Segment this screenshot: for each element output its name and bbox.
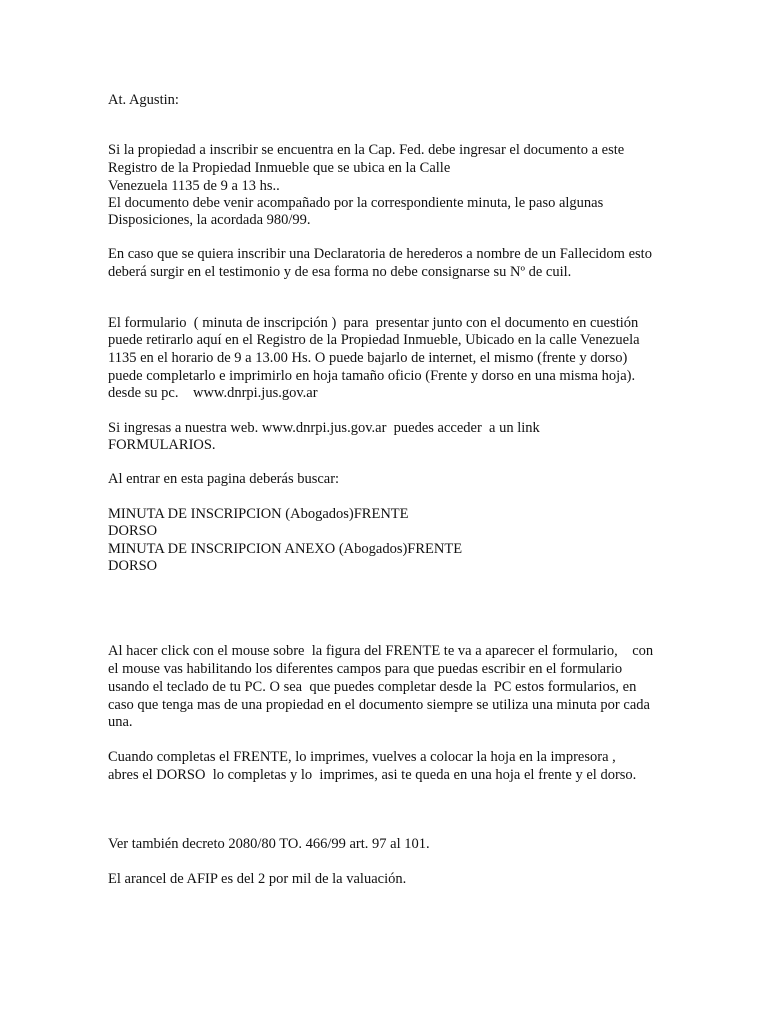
- para3-line-2: puede retirarlo aquí en el Registro de la Propiedad Inmueble, Ubicado en la calle Venezuela: [108, 332, 640, 348]
- para5-line-1: Al entrar en esta pagina deberás buscar:: [108, 471, 340, 487]
- para3-line-4: puede completarlo e imprimirlo en hoja tamaño oficio (Frente y dorso en una misma hoja).: [108, 368, 636, 384]
- form-list-item-1: MINUTA DE INSCRIPCION (Abogados)FRENTE: [108, 506, 409, 522]
- para6-line-4: caso que tenga mas de una propiedad en el documento siempre se utiliza una minuta por cada: [108, 697, 650, 713]
- para1-line-1: Si la propiedad a inscribir se encuentra en la Cap. Fed. debe ingresar el documento a este: [108, 142, 625, 158]
- form-list-item-4: DORSO: [108, 558, 158, 574]
- para8-line-1: Ver también decreto 2080/80 TO. 466/99 art. 97 al 101.: [108, 836, 430, 852]
- para6-line-2: el mouse vas habilitando los diferentes campos para que puedas escribir en el formulario: [108, 661, 623, 677]
- para9-line-1: El arancel de AFIP es del 2 por mil de la valuación.: [108, 871, 407, 887]
- para3-line-3: 1135 en el horario de 9 a 13.00 Hs. O puede bajarlo de internet, el mismo (frente y dorso): [108, 350, 628, 366]
- para2-line-1: En caso que se quiera inscribir una Declaratoria de herederos a nombre de un Fallecidom esto: [108, 246, 652, 262]
- para7-line-2: abres el DORSO lo completas y lo imprimes, asi te queda en una hoja el frente y el dorso.: [108, 767, 637, 783]
- greeting: At. Agustin:: [108, 92, 179, 108]
- para6-line-1: Al hacer click con el mouse sobre la figura del FRENTE te va a aparecer el formulario, con: [108, 643, 654, 659]
- form-list-item-3: MINUTA DE INSCRIPCION ANEXO (Abogados)FRENTE: [108, 541, 463, 557]
- para1-line-3: Venezuela 1135 de 9 a 13 hs..: [108, 178, 280, 194]
- para1-line-2: Registro de la Propiedad Inmueble que se ubica en la Calle: [108, 160, 451, 176]
- para6-line-3: usando el teclado de tu PC. O sea que puedes completar desde la PC estos formularios, en: [108, 679, 637, 695]
- para3-line-5: desde su pc. www.dnrpi.jus.gov.ar: [108, 385, 318, 401]
- para4-line-2: FORMULARIOS.: [108, 437, 216, 453]
- para4-line-1: Si ingresas a nuestra web. www.dnrpi.jus.gov.ar puedes acceder a un link: [108, 420, 540, 436]
- para3-line-1: El formulario ( minuta de inscripción ) para presentar junto con el documento en cuestión: [108, 315, 639, 331]
- para7-line-1: Cuando completas el FRENTE, lo imprimes, vuelves a colocar la hoja en la impresora ,: [108, 749, 616, 765]
- para6-line-5: una.: [108, 714, 133, 730]
- para1-line-5: Disposiciones, la acordada 980/99.: [108, 212, 311, 228]
- para1-line-4: El documento debe venir acompañado por la correspondiente minuta, le paso algunas: [108, 195, 604, 211]
- form-list-item-2: DORSO: [108, 523, 158, 539]
- para2-line-2: deberá surgir en el testimonio y de esa forma no debe consignarse su Nº de cuil.: [108, 264, 572, 280]
